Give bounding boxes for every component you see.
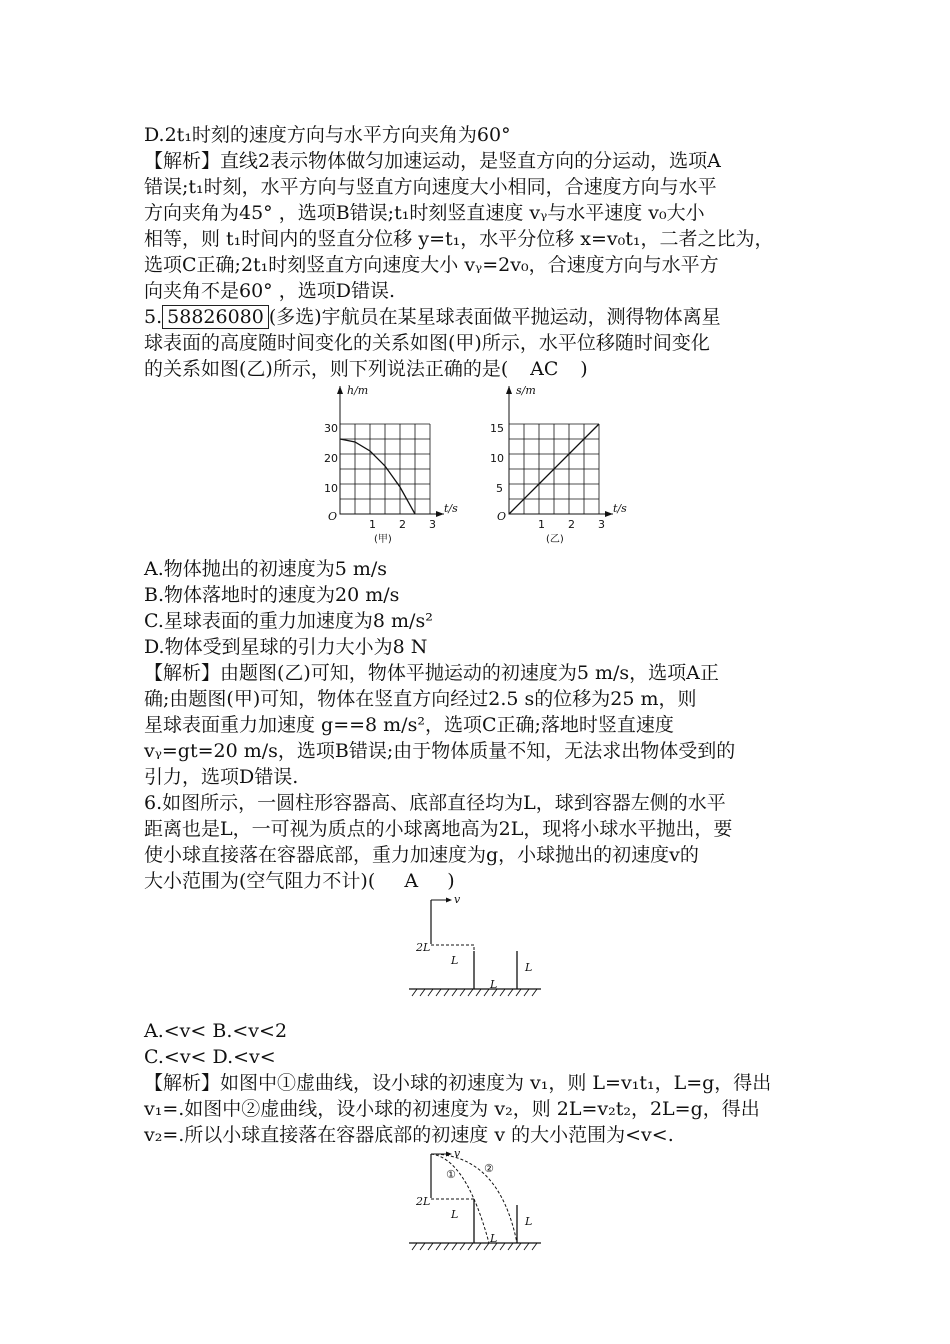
analysis-line: 【解析】由题图(乙)可知，物体平抛运动的初速度为5 m/s，选项A正 [144,662,719,684]
document-page [144,122,814,1258]
jia-axis-lines [340,386,444,514]
2L-label: 2L [416,941,431,954]
q6-analysis-diagram [144,1148,814,1258]
chart-yi [490,384,627,531]
jia-grid [340,424,430,514]
jia-ytick: 20 [324,452,338,465]
analysis-line: 引力，选项D错误. [144,766,299,788]
text-line: 相等，则 t₁时间内的竖直分位移 y=t₁，水平分位移 x=v₀t₁，二者之比为， [144,228,774,250]
L-label-right: L [525,961,533,974]
text-line: D.2t₁时刻的速度方向与水平方向夹角为60° [144,124,511,146]
q5-text: 的关系如图(乙)所示，则下列说法正确的是( [144,358,509,380]
analysis-line: v₂=.所以小球直接落在容器底部的初速度 v 的大小范围为<v<. [144,1124,674,1146]
q5-line1 [144,304,814,330]
yi-xlabel: t/s [613,502,627,515]
q6-stem [144,790,814,868]
q6-line: 6.如图所示，一圆柱形容器高、底部直径均为L，球到容器左侧的水平 [144,792,726,814]
q6-options [144,1018,814,1070]
L-label-left: L [451,1208,459,1221]
q5-text: (多选)宇航员在某星球表面做平抛运动，测得物体离星 [268,306,721,328]
analysis-line: 星球表面重力加速度 g==8 m/s²，选项C正确;落地时竖直速度 [144,714,674,736]
L-label-left: L [451,954,459,967]
L-label-bottom: L [490,978,498,991]
jia-xlabel: t/s [444,502,458,515]
jia-ytick: 30 [324,422,338,435]
text-line: 向夹角不是60° ，选项D错误. [144,280,395,302]
q6-analysis [144,1070,814,1148]
q5-paren: ) [580,358,588,380]
chart-jia [324,384,458,531]
q5-line3 [144,356,814,382]
q5-options [144,556,814,660]
analysis-line: vᵧ=gt=20 m/s，选项B错误;由于物体质量不知，无法求出物体受到的 [144,740,736,762]
option-item: D.物体受到星球的引力大小为8 N [144,636,428,658]
analysis-line: 确;由题图(甲)可知，物体在竖直方向经过2.5 s的位移为25 m，则 [144,688,697,710]
q5-graphs [144,382,814,532]
jia-origin: O [328,510,338,523]
q6-line: 使小球直接落在容器底部，重力加速度为g，小球抛出的初速度v的 [144,844,699,866]
analysis-line: v₁=.如图中②虚曲线，设小球的初速度为 v₂，则 2L=v₂t₂，2L=g，得出 [144,1098,760,1120]
jia-ytick: 10 [324,482,338,495]
q5-number: 5. [144,306,163,328]
velocity-arrow-head [446,898,452,903]
v-label: v [454,1148,461,1160]
v-label: v [454,894,461,906]
analysis-line: 【解析】如图中①虚曲线，设小球的初速度为 v₁，则 L=v₁t₁，L=g，得出 [144,1072,772,1094]
yi-ytick: 5 [496,482,503,495]
trajectory-1 [431,1154,489,1243]
text-line: 选项C正确;2t₁时刻竖直方向速度大小 vᵧ=2v₀，合速度方向与水平方 [144,254,719,276]
yi-xtick: 3 [598,518,605,531]
text-line: 方向夹角为45° ，选项B错误;t₁时刻竖直速度 vᵧ与水平速度 v₀大小 [144,202,705,224]
jia-curve [340,439,415,514]
yi-xtick: 2 [568,518,575,531]
yi-ytick: 10 [490,452,504,465]
option-item: C.<v< D.<v< [144,1046,276,1068]
yi-origin: O [497,510,507,523]
jia-xtick: 1 [369,518,376,531]
q6-line: 距离也是L，一可视为质点的小球离地高为2L，现将小球水平抛出，要 [144,818,733,840]
yi-ytick: 15 [490,422,504,435]
ground-hatching [412,1243,537,1250]
q6-diagram [144,894,814,1004]
yi-ylabel: s/m [516,384,536,397]
yi-xtick: 1 [538,518,545,531]
question-id-box: 58826080 [162,305,269,329]
yi-caption: (乙) [546,534,564,545]
q5-line2: 球表面的高度随时间变化的关系如图(甲)所示，水平位移随时间变化 [144,332,710,354]
ground-hatching [412,989,537,996]
curve-1-label: ① [446,1168,456,1181]
jia-xtick: 2 [399,518,406,531]
jia-ylabel: h/m [347,384,369,397]
yi-y-arrow [506,386,512,394]
q5-analysis [144,660,814,790]
option-item: A.物体抛出的初速度为5 m/s [144,558,388,580]
option-item: B.物体落地时的速度为20 m/s [144,584,400,606]
q4-continuation [144,122,814,304]
q6-answer: A [404,870,419,892]
2L-label: 2L [416,1195,431,1208]
L-label-bottom: L [490,1232,498,1245]
q5-graph-captions [144,532,814,550]
text-line: 错误;t₁时刻，水平方向与竖直方向速度大小相同，合速度方向与水平 [144,176,717,198]
q5-answer: AC [530,358,559,380]
curve-2-label: ② [484,1162,494,1175]
text-line: 【解析】直线2表示物体做匀加速运动，是竖直方向的分运动，选项A [144,150,721,172]
dashed-outline [431,945,474,989]
q6-paren: ) [447,870,455,892]
option-item: C.星球表面的重力加速度为8 m/s² [144,610,433,632]
jia-caption: (甲) [374,534,392,545]
q6-line4 [144,868,814,894]
jia-xtick: 3 [429,518,436,531]
L-label-right: L [525,1215,533,1228]
yi-axis-lines [509,386,613,514]
q6-text: 大小范围为(空气阻力不计)( [144,870,376,892]
yi-x-arrow [605,511,613,517]
option-item: A.<v< B.<v<2 [144,1020,288,1042]
